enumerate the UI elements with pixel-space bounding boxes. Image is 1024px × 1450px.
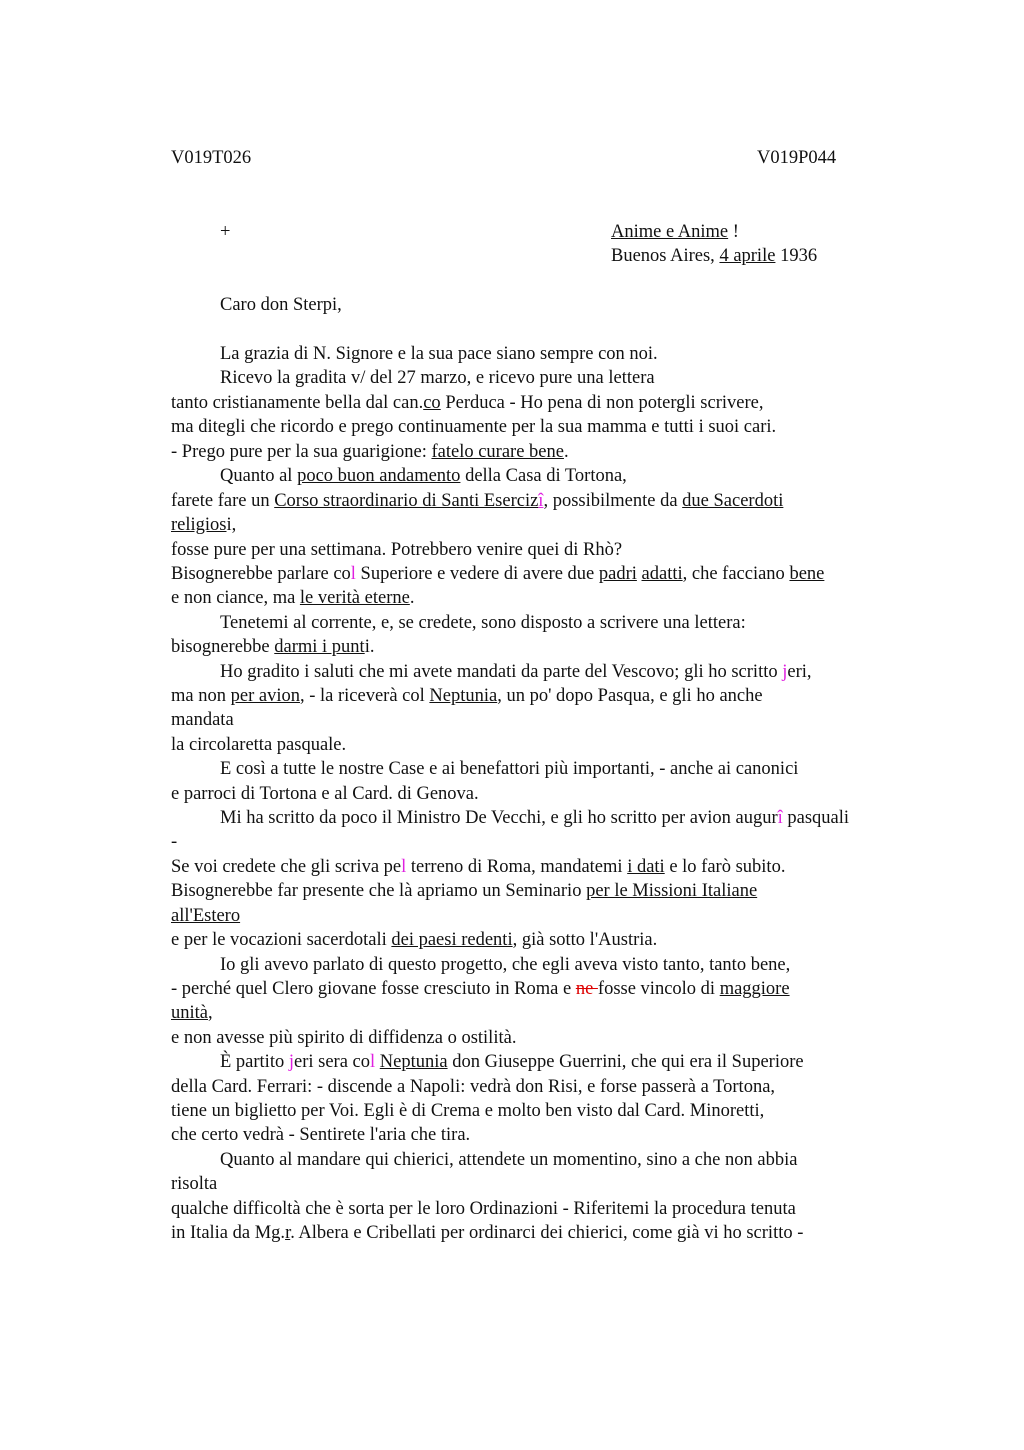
underlined-text: dei paesi redenti xyxy=(391,930,513,950)
correction-mark: î xyxy=(538,491,544,511)
underlined-text: fatelo curare bene xyxy=(431,442,564,462)
text-run: Quanto al mandare qui chierici, attendete un momentino, sino a che non abbia xyxy=(220,1150,798,1170)
text-run: , possibilmente da xyxy=(543,491,683,511)
text-run: Bisognerebbe parlare co xyxy=(171,564,351,584)
letter-line xyxy=(171,635,374,659)
letter-line xyxy=(171,586,414,610)
text-run: , - la riceverà col xyxy=(299,686,430,706)
letter-line xyxy=(171,1123,470,1147)
underlined-text: darmi i punt xyxy=(274,637,365,657)
letter-line xyxy=(171,1099,764,1123)
letter-line xyxy=(171,440,569,464)
text-run: La grazia di N. Signore e la sua pace siano sempre con noi. xyxy=(220,344,658,364)
document-code-right: V019P044 xyxy=(757,148,837,168)
deleted-text: ne xyxy=(575,979,598,999)
text-run: , già sotto l'Austria. xyxy=(512,930,658,950)
text-run: ma non xyxy=(171,686,231,706)
underlined-text: per le Missioni Italiane xyxy=(586,881,758,901)
text-run: Quanto al xyxy=(220,466,298,486)
correction-mark: l xyxy=(370,1052,376,1072)
letter-line xyxy=(171,1172,217,1196)
letter-line xyxy=(220,342,658,366)
letter-line xyxy=(171,415,776,439)
text-run: don Giuseppe Guerrini, che qui era il Superiore xyxy=(447,1052,804,1072)
text-run: Bisognerebbe far presente che là apriamo un Seminario xyxy=(171,881,587,901)
letter-line xyxy=(220,464,627,488)
underlined-text: padri xyxy=(598,564,637,584)
text-run: E così a tutte le nostre Case e ai benefattori più importanti, - anche ai canonici xyxy=(220,759,799,779)
text-run: , che facciano xyxy=(682,564,790,584)
text-run: farete fare un xyxy=(171,491,275,511)
text-run: - perché quel Clero giovane fosse cresciuto in Roma e xyxy=(171,979,576,999)
place-date xyxy=(611,244,817,268)
letter-line xyxy=(171,489,783,513)
text-run: fosse pure per una settimana. Potrebbero venire quei di Rhò? xyxy=(171,540,623,560)
text-run: terreno di Roma, mandatemi xyxy=(406,857,628,877)
text-run: della Casa di Tortona, xyxy=(460,466,627,486)
text-run: , un po' dopo Pasqua, e gli ho anche xyxy=(497,686,763,706)
text-run: tanto cristianamente bella dal can. xyxy=(171,393,424,413)
place: Buenos Aires, xyxy=(611,246,720,266)
text-run: . Albera e Cribellati per ordinarci dei chierici, come già vi ho scritto - xyxy=(290,1223,804,1243)
underlined-text: unità xyxy=(171,1003,208,1023)
correction-mark: j xyxy=(288,1052,294,1072)
underlined-text: Corso straordinario di Santi Eserciz xyxy=(274,491,539,511)
letter-line xyxy=(171,513,236,537)
text-run: i, xyxy=(226,515,237,535)
letter-line xyxy=(171,562,824,586)
letter-line xyxy=(171,1221,803,1245)
text-run: Ho gradito i saluti che mi avete mandati da parte del Vescovo; gli ho scritto xyxy=(220,662,783,682)
correction-mark: j xyxy=(782,662,788,682)
letter-line xyxy=(171,879,757,903)
underlined-text: Neptunia xyxy=(429,686,498,706)
text-run: eri sera co xyxy=(293,1052,370,1072)
letter-line xyxy=(220,1148,797,1172)
letter-line xyxy=(220,953,790,977)
text-run: - xyxy=(171,832,178,852)
text-run: e non ciance, ma xyxy=(171,588,300,608)
text-run: , xyxy=(208,1003,213,1023)
letter-line xyxy=(171,782,479,806)
text-run: i. xyxy=(364,637,375,657)
text-run: Tenetemi al corrente, e, se credete, sono disposto a scrivere una lettera: xyxy=(220,613,746,633)
letter-line xyxy=(171,928,657,952)
underlined-text: co xyxy=(423,393,441,413)
letter-line xyxy=(171,391,763,415)
text-run: mandata xyxy=(171,710,234,730)
text-run: e parroci di Tortona e al Card. di Genova. xyxy=(171,784,479,804)
letter-line xyxy=(171,1026,516,1050)
underlined-text: per avion xyxy=(230,686,300,706)
cross-symbol: + xyxy=(220,222,231,242)
underlined-text: le verità eterne xyxy=(299,588,410,608)
text-run: tiene un biglietto per Voi. Egli è di Crema e molto ben visto dal Card. Minoretti, xyxy=(171,1101,765,1121)
text-run: ma ditegli che ricordo e prego continuamente per la sua mamma e tutti i suoi cari. xyxy=(171,417,777,437)
text-run: - Prego pure per la sua guarigione: xyxy=(171,442,432,462)
text-run: Se voi credete che gli scriva pe xyxy=(171,857,402,877)
text-run: . xyxy=(563,442,569,462)
text-run: pasquali xyxy=(782,808,850,828)
text-run: Mi ha scritto da poco il Ministro De Vecchi, e gli ho scritto per avion augur xyxy=(220,808,778,828)
letter-line xyxy=(171,855,785,879)
text-run: bisognerebbe xyxy=(171,637,275,657)
underlined-text: adatti xyxy=(641,564,683,584)
text-run: . xyxy=(409,588,415,608)
underlined-text: religios xyxy=(171,515,227,535)
text-run: risolta xyxy=(171,1174,218,1194)
text-run: Io gli avevo parlato di questo progetto, che egli aveva visto tanto, tanto bene, xyxy=(220,955,791,975)
text-run: Ricevo la gradita v/ del 27 marzo, e ricevo pure una lettera xyxy=(220,368,655,388)
letter-line xyxy=(220,806,849,830)
underlined-text: poco buon andamento xyxy=(297,466,461,486)
text-run: eri, xyxy=(787,662,812,682)
underlined-text: all'Estero xyxy=(171,906,241,926)
text-run: che certo vedrà - Sentirete l'aria che tira. xyxy=(171,1125,471,1145)
text-run: È partito xyxy=(220,1052,289,1072)
correction-mark: î xyxy=(777,808,783,828)
text-run: della Card. Ferrari: - discende a Napoli: vedrà don Risi, e forse passerà a Tortona, xyxy=(171,1077,776,1097)
letter-line xyxy=(220,611,746,635)
letter-line xyxy=(220,366,655,390)
letter-line xyxy=(171,830,177,854)
motto-text: Anime e Anime xyxy=(611,222,729,242)
text-run: fosse vincolo di xyxy=(597,979,720,999)
text-run: e lo farò subito. xyxy=(664,857,786,877)
text-run: in Italia da Mg. xyxy=(171,1223,286,1243)
date: 4 aprile xyxy=(719,246,776,266)
letter-line xyxy=(171,1075,775,1099)
year: 1936 xyxy=(775,246,818,266)
underlined-text: due Sacerdoti xyxy=(682,491,784,511)
underlined-text: i dati xyxy=(627,857,665,877)
text-run: e non avesse più spirito di diffidenza o ostilità. xyxy=(171,1028,517,1048)
letter-line xyxy=(220,660,812,684)
underlined-text: r xyxy=(285,1223,291,1243)
underlined-text: bene xyxy=(789,564,825,584)
letter-line xyxy=(171,684,763,708)
letter-line xyxy=(171,904,240,928)
salutation: Caro don Sterpi, xyxy=(220,295,342,315)
underlined-text: Neptunia xyxy=(379,1052,448,1072)
motto xyxy=(611,220,739,244)
text-run: qualche difficoltà che è sorta per le loro Ordinazioni - Riferitemi la procedura tenuta xyxy=(171,1199,796,1219)
letter-line xyxy=(171,1197,796,1221)
letter-line xyxy=(220,757,798,781)
correction-mark: l xyxy=(350,564,356,584)
letter-line xyxy=(171,538,622,562)
letter-line xyxy=(171,1001,213,1025)
correction-mark: l xyxy=(401,857,407,877)
text-run: la circolaretta pasquale. xyxy=(171,735,347,755)
letter-line xyxy=(171,708,234,732)
letter-line xyxy=(171,977,790,1001)
letter-line xyxy=(171,733,346,757)
letter-line xyxy=(220,1050,804,1074)
text-run: e per le vocazioni sacerdotali xyxy=(171,930,392,950)
document-code-left: V019T026 xyxy=(171,148,252,168)
text-run: Superiore e vedere di avere due xyxy=(355,564,599,584)
motto-punctuation: ! xyxy=(728,222,739,242)
text-run: Perduca - Ho pena di non potergli scrivere, xyxy=(440,393,764,413)
underlined-text: maggiore xyxy=(719,979,790,999)
